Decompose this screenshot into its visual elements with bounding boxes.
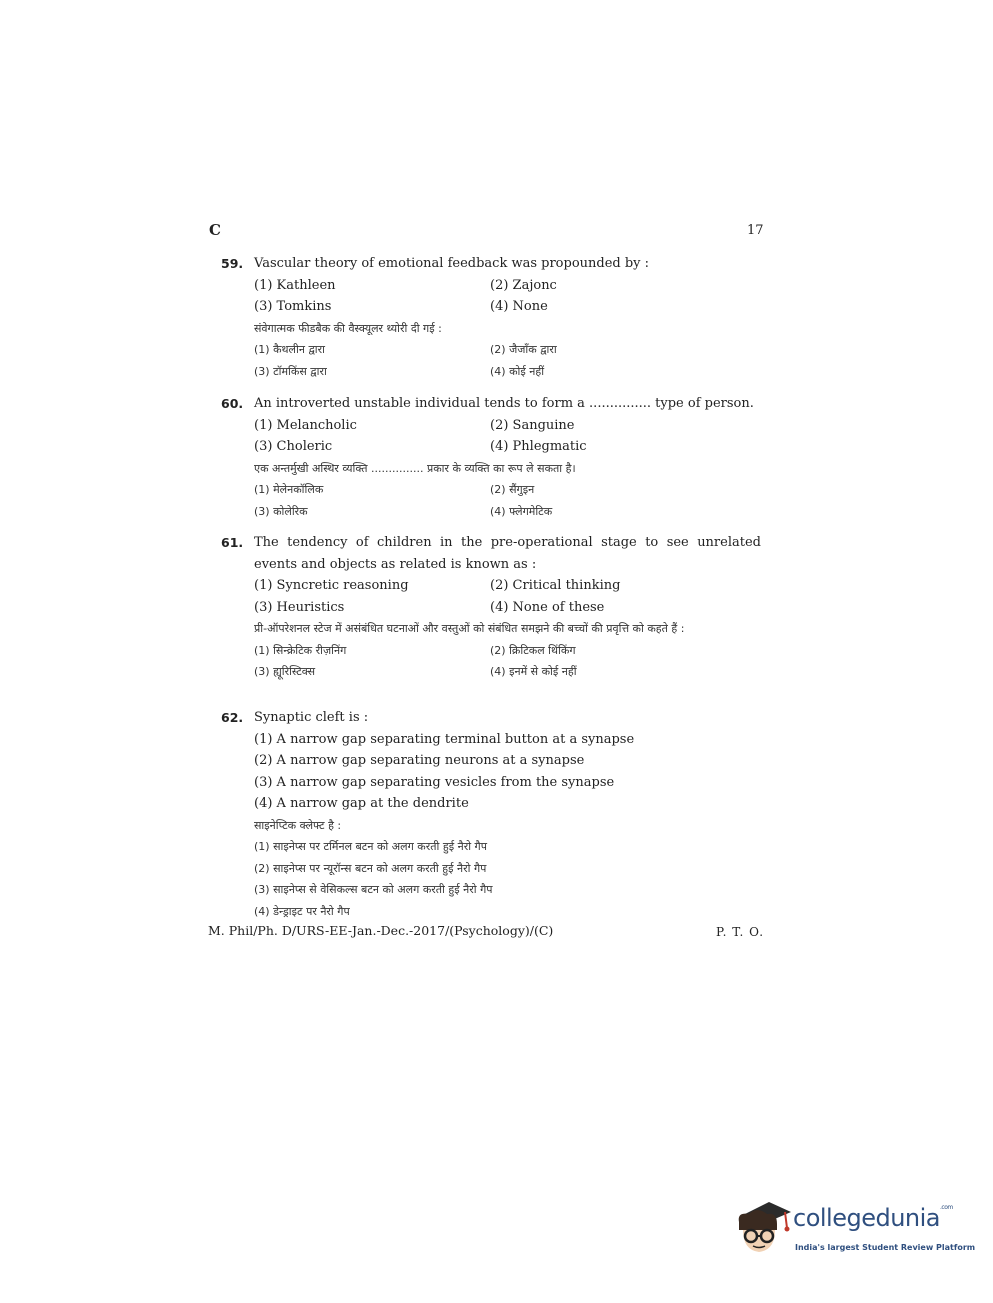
student-mascot-icon [733,1196,793,1260]
option-3: (3) Choleric [254,439,333,454]
option-4: (4) Phlegmatic [490,439,587,454]
please-turn-over: P. T. O. [716,925,765,939]
paper-code: M. Phil/Ph. D/URS-EE-Jan.-Dec.-2017/(Psychology)/(C) [208,923,554,938]
option-4-hindi: (4) फ्लेगमेटिक [490,504,553,518]
options-english [254,275,761,318]
question-61 [221,532,761,683]
option-4-hindi: (4) कोई नहीं [490,364,545,378]
question-60 [221,393,761,522]
option-1: (1) Melancholic [254,417,357,433]
option-3: (3) Tomkins [254,299,332,314]
option-4: (4) None [490,299,548,314]
question-stem-english: Vascular theory of emotional feedback was propounded by : [254,256,650,271]
option-2: (2) A narrow gap separating neurons at a synapse [254,753,585,768]
options-hindi [254,640,761,683]
option-1: (1) Kathleen [254,277,336,293]
question-stem-english: The tendency of children in the pre-operational stage to see unrelated events and objects as related is known as : [254,535,761,572]
option-1-hindi: (1) मेलेनकॉलिक [254,483,324,496]
option-3: (3) A narrow gap separating vesicles from the synapse [254,774,615,790]
options-english [254,729,761,815]
option-4: (4) A narrow gap at the dendrite [254,796,469,811]
option-1: (1) A narrow gap separating terminal button at a synapse [254,731,635,747]
collegedunia-watermark [733,1196,976,1266]
option-1: (1) Syncretic reasoning [254,578,409,593]
question-62 [221,707,761,922]
option-2-hindi: (2) साइनेप्स पर न्यूरॉन्स बटन को अलग करती हुई नैरो गैप [254,861,487,875]
option-3: (3) Heuristics [254,599,345,615]
option-3-hindi: (3) साइनेप्स से वेसिकल्स बटन को अलग करती हुई नैरो गैप [254,883,493,896]
question-59 [221,253,761,382]
option-2-hindi: (2) सैंगुइन [490,483,535,496]
question-stem-hindi: एक अन्तर्मुखी अस्थिर व्यक्ति ............... प्रकार के व्यक्ति का रूप ले सकता है। [254,461,576,475]
option-2: (2) Sanguine [490,417,575,433]
option-3-hindi: (3) कोलेरिक [254,504,308,518]
brand-tagline: India's largest Student Review Platform [795,1243,976,1252]
option-2: (2) Zajonc [490,277,557,293]
options-hindi [254,836,761,922]
question-number: 59. [221,256,244,271]
brand-domain-suffix: .com [940,1204,953,1211]
question-stem-english: Synaptic cleft is : [254,710,369,725]
option-2-hindi: (2) जैजॉंक द्वारा [490,343,557,356]
options-hindi [254,479,761,522]
option-2-hindi: (2) क्रिटिकल थिंकिंग [490,643,576,657]
question-number: 60. [221,396,244,411]
option-4-hindi: (4) डेन्ड्राइट पर नैरो गैप [254,904,350,918]
option-4-hindi: (4) इनमें से कोई नहीं [490,665,577,678]
option-1-hindi: (1) सिन्क्रेटिक रीज़निंग [254,643,347,657]
options-hindi [254,339,761,382]
options-english [254,575,761,618]
paper-set-label: C [209,221,221,239]
option-3-hindi: (3) टॉमकिंस द्वारा [254,364,327,378]
option-1-hindi: (1) कैथलीन द्वारा [254,343,325,356]
question-stem-english: An introverted unstable individual tends to form a ............... type of person. [254,396,754,411]
option-3-hindi: (3) ह्यूरिस्टिक्स [254,665,316,678]
option-2: (2) Critical thinking [490,578,621,593]
option-4: (4) None of these [490,599,605,615]
brand-name-text: collegedunia [793,1204,941,1232]
options-english [254,415,761,458]
question-number: 61. [221,535,244,550]
question-number: 62. [221,710,244,725]
question-stem-hindi: प्री-ऑपरेशनल स्टेज में असंबंधित घटनाओं और वस्तुओं को संबंधित समझने की बच्चों की प्रवृत्ति को कहते हैं : [254,622,685,635]
page-number: 17 [747,223,764,238]
question-stem-hindi: संवेगात्मक फीडबैक की वैस्क्यूलर थ्योरी दी गई : [254,321,442,335]
brand-name [793,1204,953,1232]
option-1-hindi: (1) साइनेप्स पर टर्मिनल बटन को अलग करती हुई नैरो गैप [254,840,487,853]
question-stem-hindi: साइनेप्टिक क्लेफ्ट है : [254,818,342,832]
